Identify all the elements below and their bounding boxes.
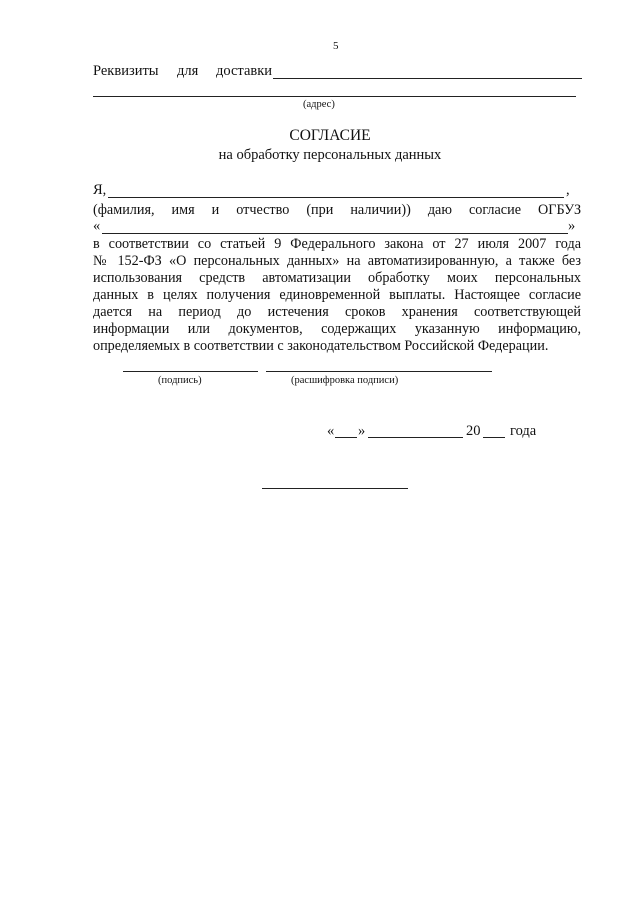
fio-caption-word: отчество <box>236 202 290 218</box>
delivery-address-line-2[interactable] <box>93 96 576 97</box>
organization-name-line[interactable] <box>102 233 568 234</box>
delivery-label-word: Реквизиты <box>93 63 159 79</box>
date-quote-close: » <box>358 423 366 439</box>
fio-comma: , <box>566 182 570 198</box>
consent-text-line: в соответствии со статьей 9 Федерального закона от 27 июля 2007 года <box>93 236 581 252</box>
fio-caption-line <box>93 202 581 218</box>
consent-text-line: данных в целях получения единовременной выплаты. Настоящее согласие <box>93 287 581 303</box>
fio-caption-word: согласие <box>468 202 521 218</box>
date-day-line[interactable] <box>335 437 357 438</box>
date-year-prefix: 20 <box>466 423 481 439</box>
fio-caption-word: (при <box>306 202 334 218</box>
fio-caption-word: и <box>211 202 220 218</box>
ya-label: Я, <box>93 182 107 198</box>
consent-text-line-last: определяемых в соответствии с законодательством Российской Федерации. <box>93 338 549 354</box>
bottom-blank-line[interactable] <box>262 488 408 489</box>
signature-line[interactable] <box>123 371 258 372</box>
delivery-address-line[interactable] <box>273 78 582 79</box>
document-subtitle: на обработку персональных данных <box>218 147 442 163</box>
fio-caption-word: наличии)) <box>350 202 411 218</box>
page-number: 5 <box>333 40 339 52</box>
signature-caption: (подпись) <box>158 375 202 386</box>
decoding-caption: (расшифровка подписи) <box>291 375 399 386</box>
consent-text-line: дается на период до истечения сроков хранения соответствующей <box>93 304 581 320</box>
document-title: СОГЛАСИЕ <box>289 127 371 144</box>
consent-text-line: № 152-ФЗ «О персональных данных» на автоматизированную, а также без <box>93 253 581 269</box>
date-month-line[interactable] <box>368 437 463 438</box>
org-quote-open: « <box>93 218 101 234</box>
address-caption: (адрес) <box>303 99 335 110</box>
date-year-word: года <box>510 423 537 439</box>
date-year-line[interactable] <box>483 437 505 438</box>
fio-caption-word: даю <box>427 202 452 218</box>
fio-line[interactable] <box>108 197 564 198</box>
signature-decoding-line[interactable] <box>266 371 492 372</box>
delivery-label-word: для <box>177 63 199 79</box>
date-quote-open: « <box>327 423 335 439</box>
consent-text-line: информации или документов, содержащих указанную информацию, <box>93 321 581 337</box>
fio-caption-word: имя <box>171 202 195 218</box>
consent-text-line: использования средств автоматизации обработку моих персональных <box>93 270 581 286</box>
organization-abbr: ОГБУЗ <box>538 202 582 218</box>
fio-caption-word: (фамилия, <box>93 202 155 218</box>
org-quote-close: » <box>568 218 576 234</box>
delivery-label-word: доставки <box>216 63 273 79</box>
